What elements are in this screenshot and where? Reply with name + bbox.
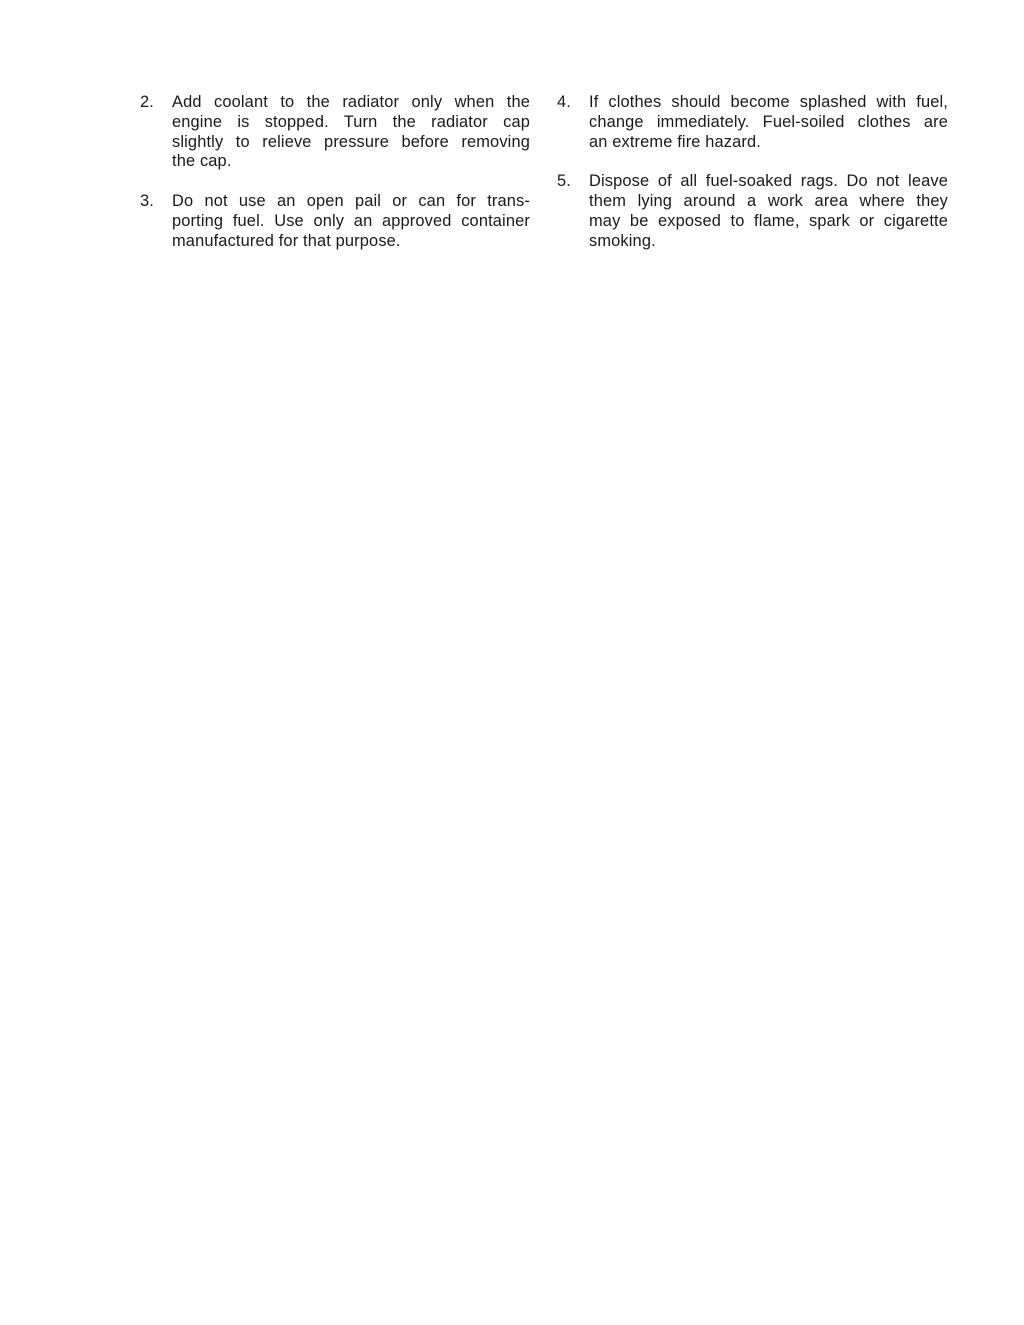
list-item-2	[140, 93, 530, 172]
text-line: slightly to relieve pressure before removing	[172, 132, 530, 151]
text-line: may be exposed to flame, spark or cigarette	[589, 211, 948, 230]
list-item-3	[140, 192, 530, 251]
text-line: Dispose of all fuel-soaked rags. Do not leave	[589, 172, 948, 191]
item-text	[172, 192, 530, 251]
text-line: engine is stopped. Turn the radiator cap	[172, 112, 530, 131]
text-line: change immediately. Fuel-soiled clothes are	[589, 112, 948, 131]
text-line: the cap.	[172, 152, 232, 171]
text-line: an extreme fire hazard.	[589, 132, 761, 151]
text-line: porting fuel. Use only an approved container	[172, 211, 530, 230]
item-text	[589, 172, 948, 251]
text-line: manufactured for that purpose.	[172, 231, 401, 250]
text-line: them lying around a work area where they	[589, 191, 948, 210]
list-item-4	[557, 93, 948, 152]
item-number: 2.	[140, 93, 154, 111]
text-line: If clothes should become splashed with fuel,	[589, 93, 948, 111]
left-column	[140, 93, 530, 251]
item-number: 3.	[140, 191, 154, 210]
text-line: Add coolant to the radiator only when the	[172, 93, 530, 111]
item-text	[172, 93, 530, 172]
item-number: 4.	[557, 93, 571, 111]
right-column	[557, 93, 948, 251]
item-number: 5.	[557, 172, 571, 191]
text-line: Do not use an open pail or can for trans-	[172, 191, 530, 210]
text-line: smoking.	[589, 231, 656, 250]
item-text	[589, 93, 948, 152]
list-item-5	[557, 172, 948, 251]
